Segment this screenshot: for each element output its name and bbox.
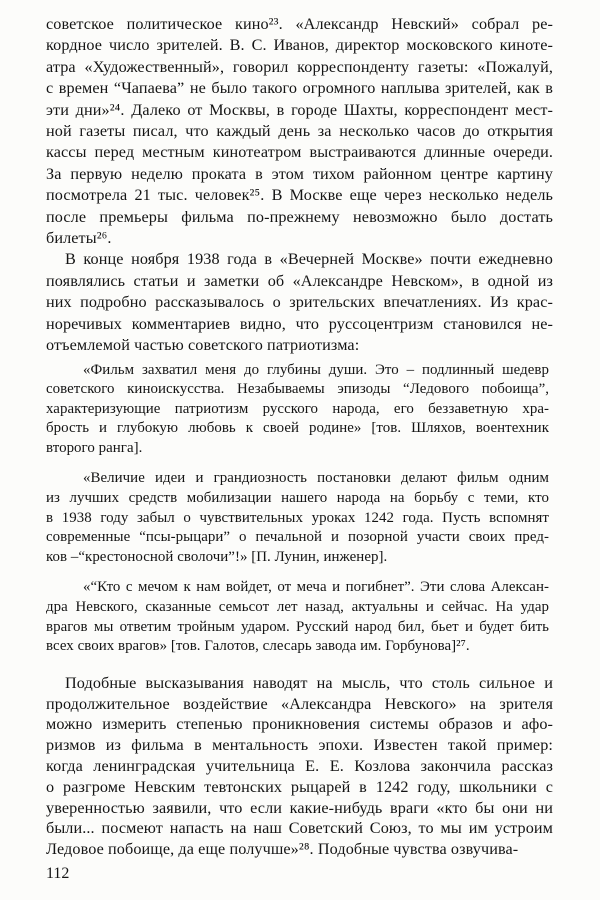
block-quote xyxy=(46,361,553,459)
text-line: «Величие идеи и грандиозность постановки делают фильм одним xyxy=(83,470,549,487)
text-line: появлялись статьи и заметки об «Александре Невском», в одной из xyxy=(46,271,553,290)
text-line: Ледовое побоище, да еще получше»²⁸. Подобные чувства озвучива- xyxy=(46,840,519,859)
text-line: советского киноискусства. Незабываемы эпизоды “Ледового побоища”, xyxy=(46,381,549,398)
text-line: врагов мы ответим тройным ударом. Русский народ бил, бьет и будет бить xyxy=(46,618,549,635)
text-line: ков –“крестоносной сволочи”!» [П. Лунин, инженер]. xyxy=(46,548,388,565)
page-number: 112 xyxy=(46,864,70,882)
text-line: отъемлемой частью советского патриотизма: xyxy=(46,336,360,355)
paragraph xyxy=(46,673,553,860)
text-line: В конце ноября 1938 года в «Вечерней Москве» почти ежедневно xyxy=(65,250,553,269)
text-line: кордное число зрителей. В. С. Иванов, директор московского киноте- xyxy=(46,36,553,55)
text-column xyxy=(46,14,553,860)
text-line: атра «Художественный», говорил корреспонденту газеты: «Пожалуй, xyxy=(46,57,553,76)
text-line: За первую неделю проката в этом тихом районном центре картину xyxy=(46,164,553,183)
text-line: ной газеты писал, что каждый день за несколько часов до открытия xyxy=(46,122,553,141)
text-line: кассы перед местным кинотеатром выстраиваются длинные очереди. xyxy=(46,143,553,162)
text-line: эти дни»²⁴. Далеко от Москвы, в городе Шахты, корреспондент мест- xyxy=(46,100,553,119)
block-quote xyxy=(46,578,553,656)
text-line: брость и глубокую любовь к своей родине» [тов. Шляхов, воентехник xyxy=(46,420,549,437)
text-line: всех своих врагов» [тов. Галотов, слесарь завода им. Горбунова]²⁷. xyxy=(46,638,470,655)
paragraph xyxy=(46,14,553,249)
text-line: «Фильм захватил меня до глубины души. Это – подлинный шедевр xyxy=(83,361,549,378)
text-line: «“Кто с мечом к нам войдет, от меча и погибнет”. Эти слова Алексан- xyxy=(83,579,549,596)
text-line: из лучших средств мобилизации нашего народа на борьбу с теми, кто xyxy=(46,490,549,507)
text-line: второго ранга]. xyxy=(46,439,143,456)
text-line: билеты²⁶. xyxy=(46,229,112,248)
text-line: когда ленинградская учительница Е. Е. Козлова закончила рассказ xyxy=(46,757,553,775)
text-line: после премьеры фильма по-прежнему невозможно было достать xyxy=(46,207,553,226)
text-line: норечивых комментариев видно, что руссоцентризм становился не- xyxy=(46,314,553,333)
text-line: характеризующие патриотизм русского народа, его беззаветную хра- xyxy=(46,400,549,417)
text-line: ризмов из фильма в ментальность эпохи. Известен такой пример: xyxy=(46,736,553,755)
text-line: Подобные высказывания наводят на мысль, что столь сильное и xyxy=(65,673,553,692)
text-line: современные “псы-рыцари” о печальной и позорной участи своих пред- xyxy=(46,529,549,546)
paragraph xyxy=(46,249,553,356)
text-line: продолжительное воздействие «Александра Невского» на зрителя xyxy=(46,694,553,713)
text-line: в 1938 году забыл о чувствительных уроках 1242 года. Пусть вспомнят xyxy=(46,509,549,526)
text-line: уверенностью заявили, что если какие-нибудь враги «кто бы они ни xyxy=(46,798,553,817)
text-line: них подробно рассказывалось о зрительских впечатлениях. Из крас- xyxy=(46,293,553,312)
text-line: посмотрела 21 тыс. человек²⁵. В Москве еще через несколько недель xyxy=(46,186,553,205)
text-line: дра Невского, сказанные семьсот лет назад, актуальны и сейчас. На удар xyxy=(46,599,549,616)
text-line: с времен “Чапаева” не было такого огромного наплыва зрителей, как в xyxy=(46,79,553,98)
text-line: о разгроме Невским тевтонских рыцарей в 1242 году, школьники с xyxy=(46,777,553,796)
block-quote xyxy=(46,469,553,567)
text-line: можно измерить степенью проникновения системы образов и афо- xyxy=(46,715,553,734)
text-line: были... посмеют напасть на наш Советский Союз, то мы им устроим xyxy=(46,819,553,838)
text-line: советское политическое кино²³. «Александр Невский» собрал ре- xyxy=(46,15,553,33)
